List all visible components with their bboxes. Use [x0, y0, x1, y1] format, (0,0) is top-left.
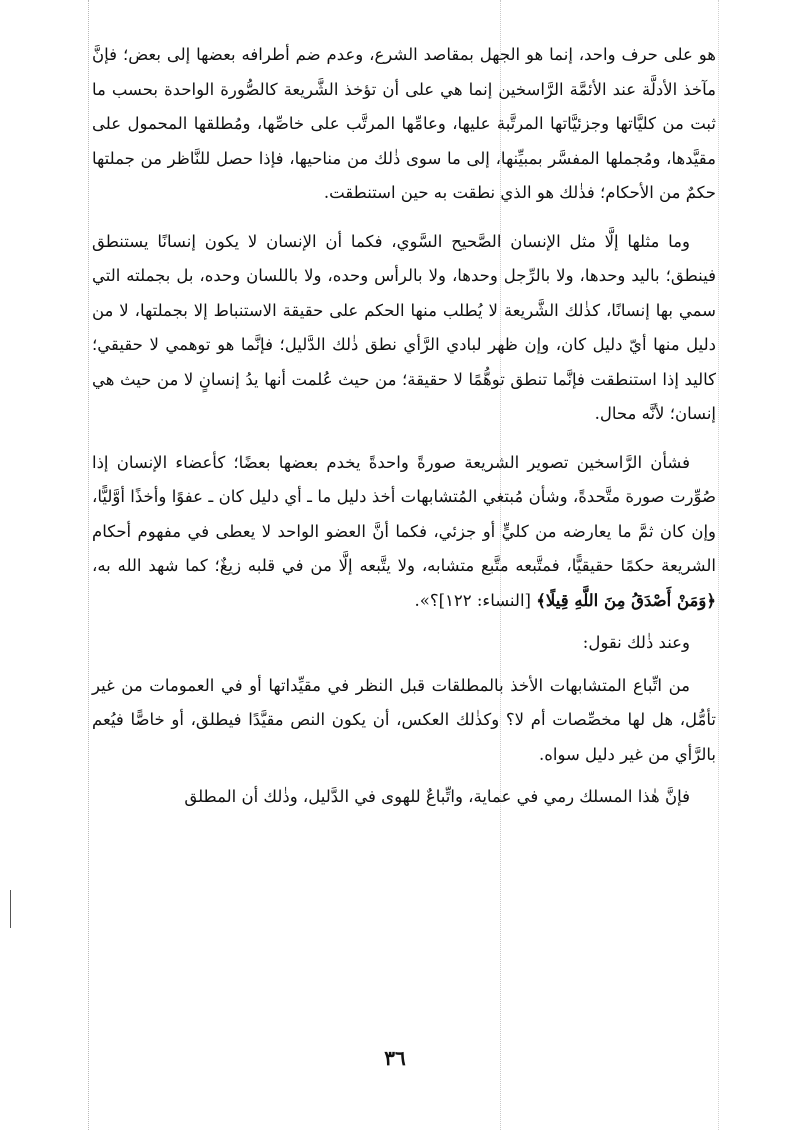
intro-line: وعند ذٰلك نقول: — [582, 633, 690, 652]
paragraph-gap — [92, 772, 716, 780]
paragraph-3-text: فشأن الرَّاسخين تصوير الشريعة صورةً واحدةً يخدم بعضها بعضًا؛ كأعضاء الإنسان إذا صُوِّرت صورة متَّحدةً، وشأن مُبتغي المُتشابهات أخذ دليل ما ـ أي دليل كان ـ عفوًا وأخذًا أوَّليًّا، وإن كان ثمَّ ما يعارضه من كليٍّ أو جزئي، فكما أنَّ العضو الواحد لا يعطى في مفهوم أحكام الشريعة حكمًا حقيقيًّا، فمتَّبعه متَّبع متشابه، ولا يتَّبعه إلَّا من في قلبه زيغٌ؛ كما شهد الله به، — [92, 452, 716, 575]
paragraph-2: وما مثلها إلَّا مثل الإنسان الصَّحيح السَّوي، فكما أن الإنسان لا يكون إنسانًا يستنطق فينطق؛ باليد وحدها، ولا بالرِّجل وحدها، ولا بالرأس وحده، ولا باللسان وحده، بل بجملته التي سمي بها إنسانًا، كذٰلك الشَّريعة لا يُطلب منها الحكم على حقيقة الاستنباط إلا بجملتها، لا من دليل منها أيّ دليل كان، وإن ظهر لبادي الرَّأي نطق ذٰلك الدَّليل؛ فإنَّما هو توهمي لا حقيقي؛ كاليد إذا استنطقت فإنَّما تنطق توهُّمًا لا حقيقة؛ من حيث عُلمت أنها يدُ إنسانٍ لا من حيث هي إنسان؛ لأنَّه محال. — [92, 231, 716, 423]
paragraph-5: فإنَّ هٰذا المسلك رمي في عماية، واتِّباعٌ للهوى في الدَّليل، وذٰلك أن المطلق — [184, 787, 690, 806]
margin-mark — [10, 890, 11, 928]
paragraph-1: هو على حرف واحد، إنما هو الجهل بمقاصد الشرع، وعدم ضم أطرافه بعضها إلى بعض؛ فإنَّ مآخذ الأدلَّة عند الأئمَّة الرَّاسخين إنما هي على أن تؤخذ الشَّريعة كالصُّورة الواحدة بحسب ما ثبت من كليَّاتها وجزئيَّاتها المرتَّبة عليها، وعامِّها المرتَّب على خاصِّها، ومُطلقها المحمول على مقيَّدها، ومُجملها المفسَّر بمبيِّنها، إلى ما سوى ذٰلك من مناحيها، فإذا حصل للنَّاظر من جملتها حكمٌ من الأحكام؛ فذٰلك هو الذي نطقت به حين استنطقت. — [92, 45, 716, 202]
paragraph-gap — [92, 618, 716, 626]
paragraph-4: من اتِّباع المتشابهات الأخذ بالمطلقات قبل النظر في مقيِّداتها أو في العمومات من غير تأمُّل، هل لها مخصِّصات أم لا؟ وكذٰلك العكس، أن يكون النص مقيَّدًا فيطلق، أو خاصًّا فيُعم بالرَّأي من غير دليل سواه. — [92, 675, 716, 764]
paragraph-gap — [92, 661, 716, 669]
quran-citation: [النساء: ١٢٢]؟». — [414, 590, 537, 610]
scan-fold-line — [718, 0, 719, 1130]
paragraph-3 — [92, 446, 716, 619]
paragraph-gap — [92, 211, 716, 225]
page-body — [92, 38, 716, 815]
scan-fold-line — [88, 0, 89, 1130]
quran-quote: ﴿وَمَنْ أَصْدَقُ مِنَ اللَّهِ قِيلًا﴾ — [536, 590, 716, 610]
paragraph-gap — [92, 432, 716, 446]
page-number: ٣٦ — [384, 1046, 406, 1070]
